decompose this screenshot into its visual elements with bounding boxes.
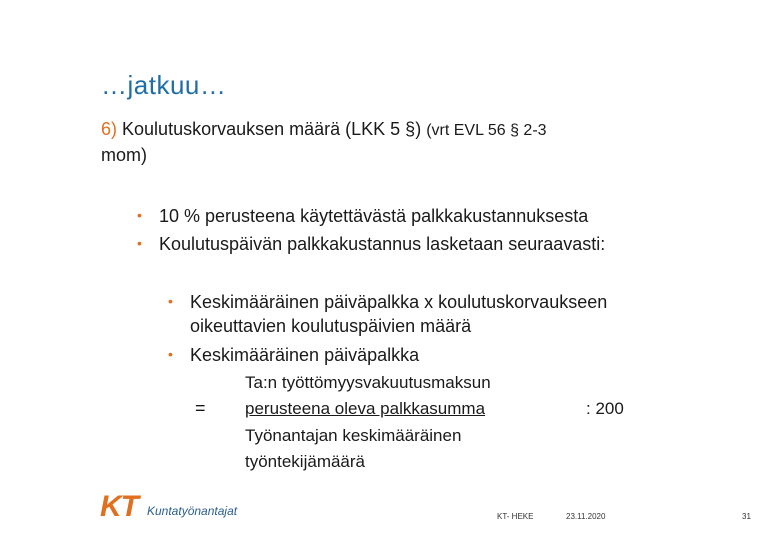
- slide-title: …jatkuu…: [101, 70, 227, 100]
- footer-page-number: 31: [742, 512, 751, 521]
- sub-bullet-text-cont: oikeuttavien koulutuspäivien määrä: [190, 316, 472, 336]
- sub-bullet-text: Keskimääräinen päiväpalkka: [190, 345, 420, 365]
- section-reference-cont: mom): [101, 145, 147, 165]
- sub-bullet-item: [168, 289, 607, 314]
- bullet-dot: •: [137, 235, 142, 251]
- section-number: 6): [101, 119, 118, 139]
- formula-divisor: : 200: [586, 399, 624, 418]
- section-heading-text: Koulutuskorvauksen määrä (LKK 5 §): [122, 119, 422, 139]
- section-reference: (vrt EVL 56 § 2-3: [426, 122, 547, 139]
- bullet-item: [137, 231, 605, 256]
- formula-numerator-line2: perusteena oleva palkkasumma: [245, 399, 486, 418]
- bullet-text: Koulutuspäivän palkkakustannus lasketaan seuraavasti:: [159, 234, 606, 254]
- section-heading: [101, 117, 547, 143]
- formula-denominator-line2: työntekijämäärä: [245, 452, 366, 471]
- bullet-dot: •: [168, 293, 173, 309]
- bullet-dot: •: [137, 207, 142, 223]
- footer-date: 23.11.2020: [566, 512, 606, 521]
- kt-logo-mark: KT: [100, 490, 138, 523]
- bullet-text: 10 % perusteena käytettävästä palkkakustannuksesta: [159, 206, 589, 226]
- formula-numerator-line1: Ta:n työttömyysvakuutusmaksun: [245, 373, 491, 392]
- formula-equals: =: [195, 398, 206, 418]
- formula-denominator-line1: Työnantajan keskimääräinen: [245, 426, 462, 445]
- footer-author: KT- HEKE: [497, 512, 534, 521]
- bullet-dot: •: [168, 346, 173, 362]
- bullet-item: [137, 203, 588, 228]
- kt-logo-text: Kuntatyönantajat: [147, 504, 238, 518]
- sub-bullet-item: [168, 342, 419, 367]
- sub-bullet-text: Keskimääräinen päiväpalkka x koulutuskorvaukseen: [190, 292, 608, 312]
